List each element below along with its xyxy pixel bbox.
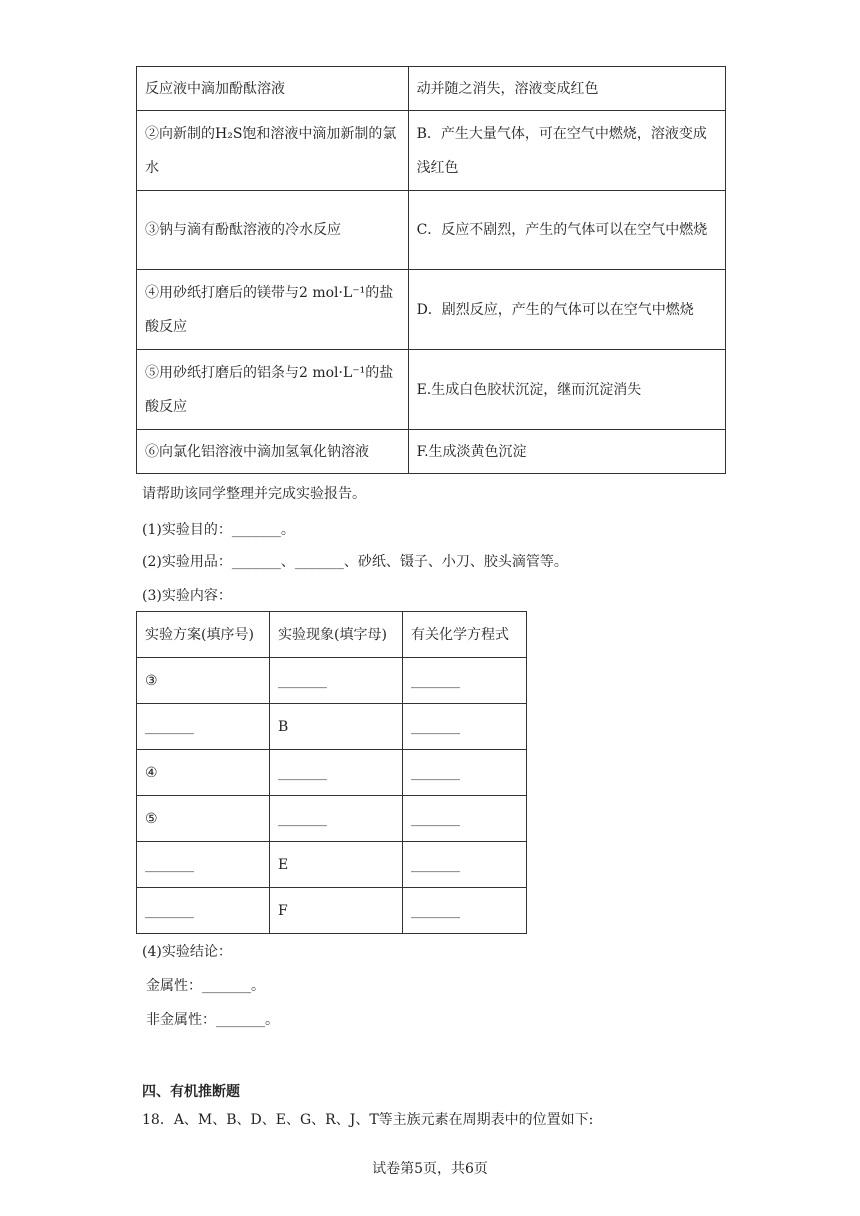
table-cell: C．反应不剧烈，产生的气体可以在空气中燃烧 [408,191,725,270]
table-cell: ⑤用砂纸打磨后的铝条与2 mol·L⁻¹的盐酸反应 [137,350,409,430]
table-cell: ⑥向氯化铝溶液中滴加氢氧化钠溶液 [137,430,409,474]
table-cell: _______ [137,704,270,750]
question-3: (3)实验内容： [142,588,232,604]
header-cell: 实验现象(填字母) [270,612,403,658]
table-cell: _______ [270,796,403,842]
header-cell: 实验方案(填序号) [137,612,270,658]
table-cell: E.生成白色胶状沉淀，继而沉淀消失 [408,350,725,430]
table-cell: _______ [403,842,527,888]
table-row [137,750,527,796]
table-cell: F.生成淡黄色沉淀 [408,430,725,474]
question-4: (4)实验结论： [142,944,232,960]
metal-conclusion: 金属性：_______。 [146,978,265,994]
table-row [137,704,527,750]
table-row [137,796,527,842]
table-cell: B．产生大量气体，可在空气中燃烧，溶液变成浅红色 [408,111,725,191]
table-cell: F [270,888,403,934]
table-cell: B [270,704,403,750]
table-cell: ⑤ [137,796,270,842]
nonmetal-conclusion: 非金属性：_______。 [146,1012,279,1028]
question-2: (2)实验用品：_______、_______、砂纸、镊子、小刀、胶头滴管等。 [142,554,568,570]
table-row [137,191,726,270]
table-cell: _______ [137,842,270,888]
table-cell: _______ [270,658,403,704]
table-header-row [137,612,527,658]
table-cell: ③ [137,658,270,704]
experiment-options-table [136,66,726,474]
table-row [137,658,527,704]
table-row [137,842,527,888]
table-cell: _______ [270,750,403,796]
table-cell: 反应液中滴加酚酞溶液 [137,67,409,111]
question-18: 18．A、M、B、D、E、G、R、J、T等主族元素在周期表中的位置如下: [142,1112,594,1128]
table-row [137,270,726,350]
table-cell: 动并随之消失，溶液变成红色 [408,67,725,111]
page-footer: 试卷第5页，共6页 [372,1161,488,1177]
table-cell: _______ [403,796,527,842]
table-cell: _______ [137,888,270,934]
experiment-report-table [136,611,527,934]
table-cell: ④ [137,750,270,796]
question-1: (1)实验目的：_______。 [142,522,295,538]
table-row [137,111,726,191]
table-row [137,430,726,474]
table-cell: _______ [403,750,527,796]
table-row [137,888,527,934]
table-cell: ③钠与滴有酚酞溶液的冷水反应 [137,191,409,270]
table-row [137,67,726,111]
table-cell: ②向新制的H₂S饱和溶液中滴加新制的氯水 [137,111,409,191]
table-cell: _______ [403,704,527,750]
header-cell: 有关化学方程式 [403,612,527,658]
table-cell: _______ [403,658,527,704]
intro-text: 请帮助该同学整理并完成实验报告。 [142,486,366,502]
table-cell: E [270,842,403,888]
table-cell: _______ [403,888,527,934]
table-cell: ④用砂纸打磨后的镁带与2 mol·L⁻¹的盐酸反应 [137,270,409,350]
section-title: 四、有机推断题 [142,1084,240,1100]
table-cell: D．剧烈反应，产生的气体可以在空气中燃烧 [408,270,725,350]
table-row [137,350,726,430]
